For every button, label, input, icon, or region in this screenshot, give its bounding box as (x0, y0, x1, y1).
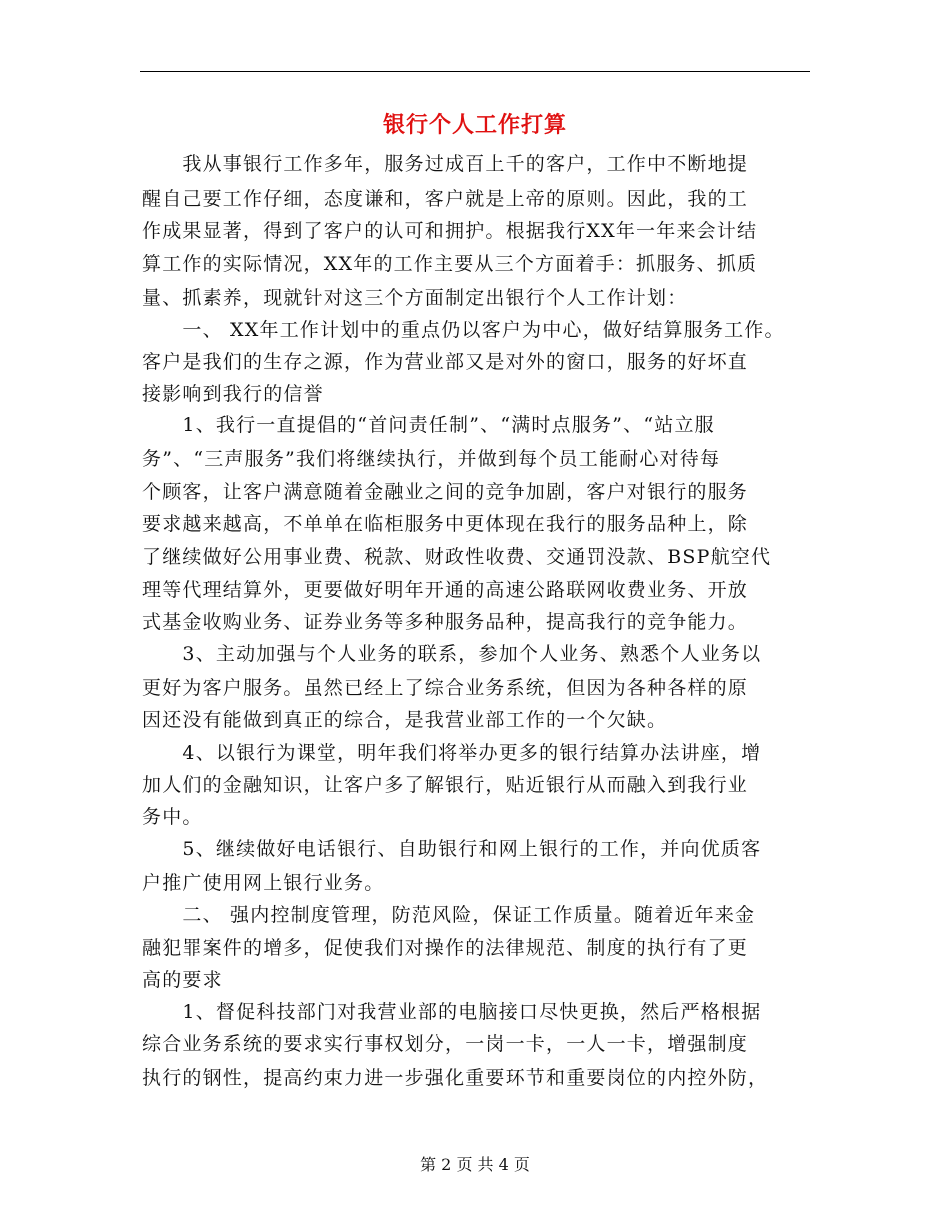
body-line: 式基金收购业务、证券业务等多种服务品种，提高我行的竞争能力。 (142, 611, 749, 633)
body-line: 务中。 (142, 806, 203, 828)
body-line: 务”、“三声服务”我们将继续执行，并做到每个员工能耐心对待每 (142, 448, 721, 470)
body-line: 3、主动加强与个人业务的联系，参加个人业务、熟悉个人业务以 (142, 643, 762, 665)
body-line: 个顾客，让客户满意随着金融业之间的竞争加剧，客户对银行的服务 (142, 481, 749, 503)
body-line: 5、继续做好电话银行、自助银行和网上银行的工作，并向优质客 (142, 838, 762, 860)
body-line: 理等代理结算外，更要做好明年开通的高速公路联网收费业务、开放 (142, 579, 749, 601)
body-line: 执行的钢性，提高约束力进一步强化重要环节和重要岗位的内控外防， (142, 1067, 769, 1089)
body-line: 4、以银行为课堂，明年我们将举办更多的银行结算办法讲座，增 (142, 742, 762, 764)
body-line: 户推广使用网上银行业务。 (142, 872, 385, 894)
body-line: 综合业务系统的要求实行事权划分，一岗一卡，一人一卡，增强制度 (142, 1033, 749, 1055)
body-line: 我从事银行工作多年，服务过成百上千的客户，工作中不断地提 (142, 153, 749, 175)
body-line: 算工作的实际情况，XX年的工作主要从三个方面着手：抓服务、抓质 (142, 253, 758, 275)
body-line: 量、抓素养，现就针对这三个方面制定出银行个人工作计划： (142, 287, 688, 309)
page-number: 第 2 页 共 4 页 (420, 1155, 530, 1174)
body-line: 了继续做好公用事业费、税款、财政性收费、交通罚没款、BSP航空代 (142, 546, 772, 568)
body-line: 更好为客户服务。虽然已经上了综合业务系统，但因为各种各样的原 (142, 677, 749, 699)
body-line: 融犯罪案件的增多，促使我们对操作的法律规范、制度的执行有了更 (142, 937, 749, 959)
body-line: 因还没有能做到真正的综合，是我营业部工作的一个欠缺。 (142, 709, 668, 731)
body-line: 接影响到我行的信誉 (142, 383, 324, 405)
body-line: 一、 XX年工作计划中的重点仍以客户为中心，做好结算服务工作。 (142, 319, 785, 341)
body-line: 醒自己要工作仔细，态度谦和，客户就是上帝的原则。因此，我的工 (142, 188, 749, 210)
body-line: 客户是我们的生存之源，作为营业部又是对外的窗口，服务的好坏直 (142, 351, 749, 373)
body-line: 1、我行一直提倡的“首问责任制”、“满时点服务”、“站立服 (142, 414, 715, 436)
body-line: 1、督促科技部门对我营业部的电脑接口尽快更换，然后严格根据 (142, 1001, 762, 1023)
body-line: 要求越来越高，不单单在临柜服务中更体现在我行的服务品种上，除 (142, 513, 749, 535)
body-line: 二、 强内控制度管理，防范风险，保证工作质量。随着近年来金 (142, 904, 756, 926)
body-line: 高的要求 (142, 969, 223, 991)
header-rule (140, 71, 810, 72)
document-title: 银行个人工作打算 (382, 112, 567, 138)
body-line: 加人们的金融知识，让客户多了解银行，贴近银行从而融入到我行业 (142, 774, 749, 796)
body-line: 作成果显著，得到了客户的认可和拥护。根据我行XX年一年来会计结 (142, 220, 758, 242)
